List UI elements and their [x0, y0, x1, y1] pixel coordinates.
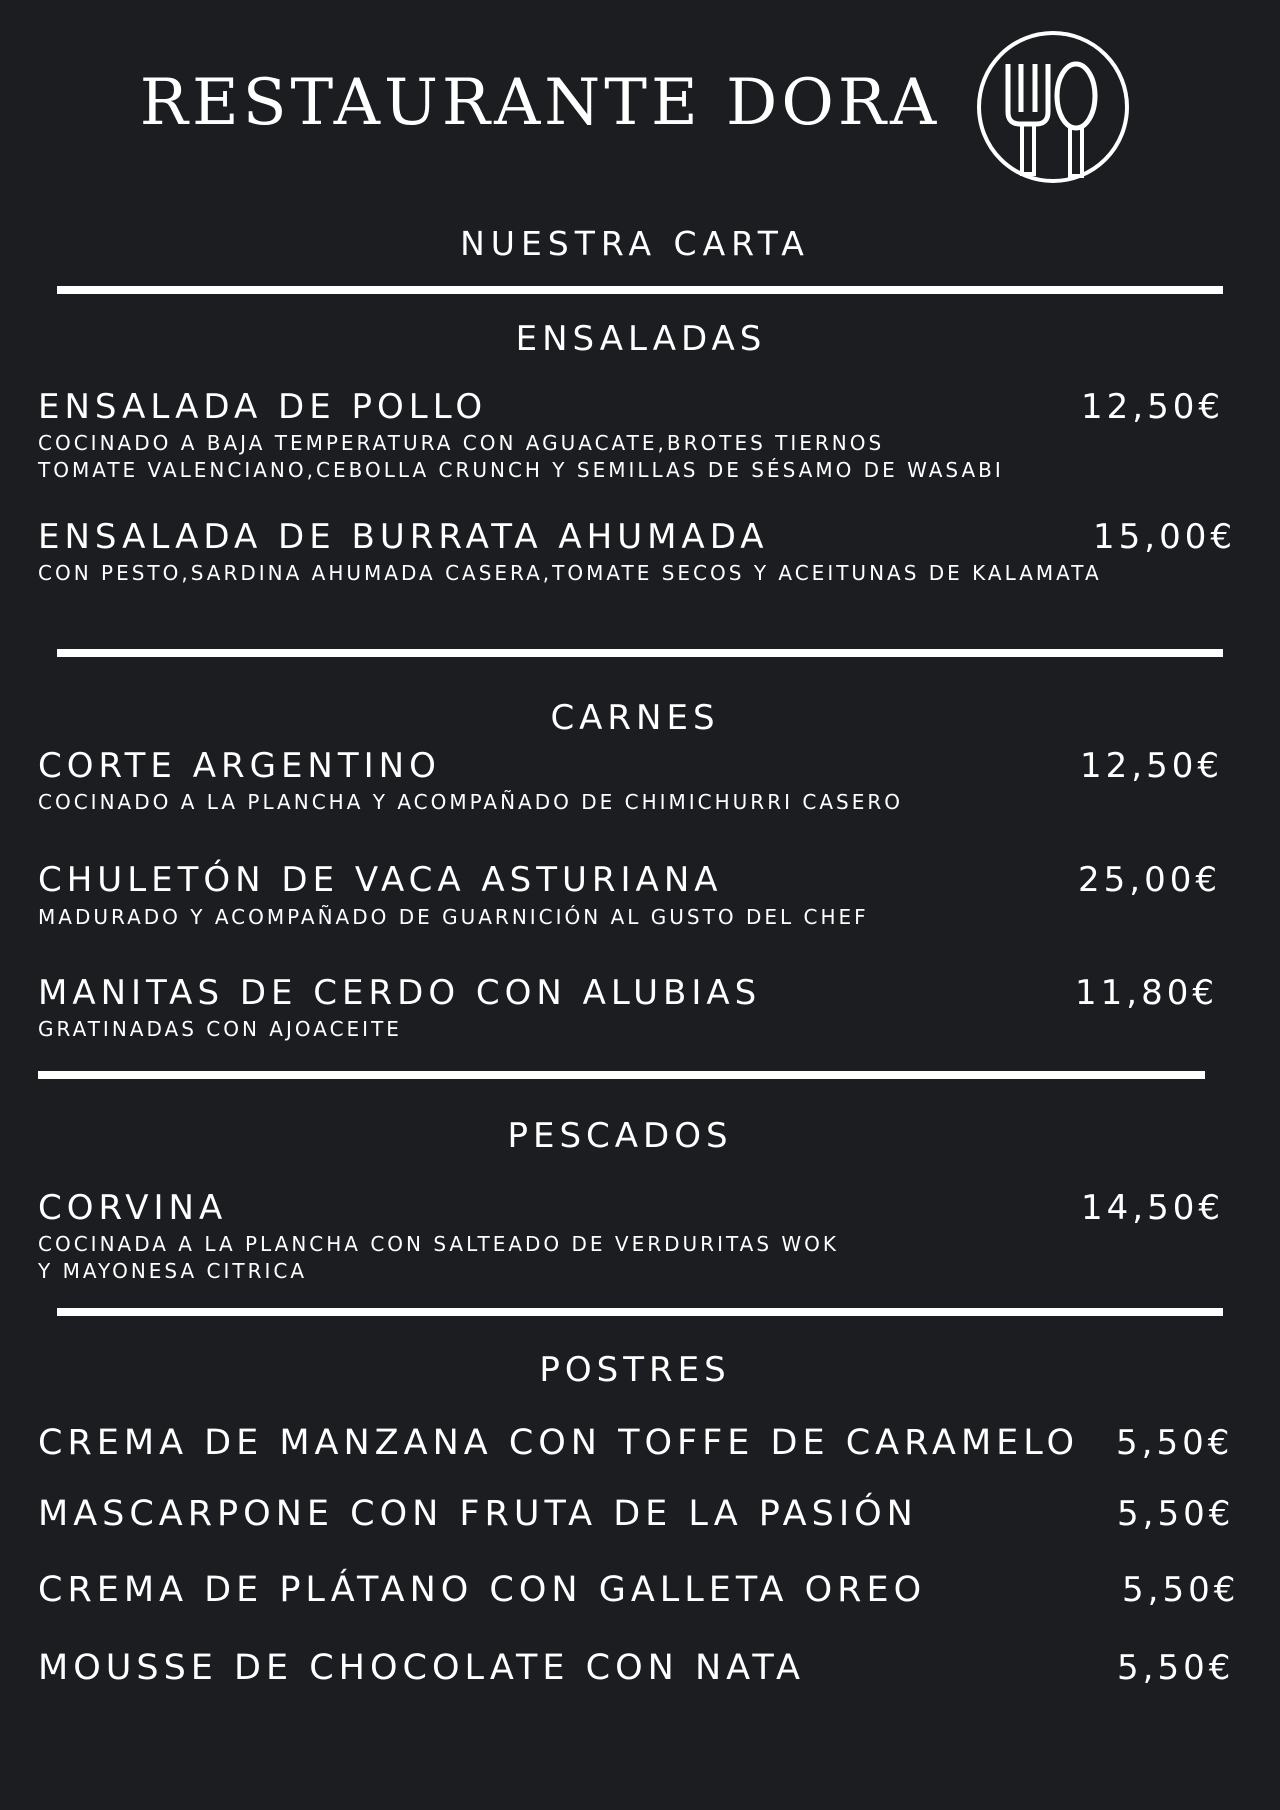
- item-description: CON PESTO,SARDINA AHUMADA CASERA,TOMATE SECOS Y ACEITUNAS DE KALAMATA: [38, 561, 1102, 585]
- item-price: 5,50€: [1117, 1494, 1235, 1534]
- item-price: 5,50€: [1117, 1648, 1235, 1688]
- item-name: CORVINA: [38, 1188, 228, 1228]
- item-name: CORTE ARGENTINO: [38, 746, 441, 786]
- section-title-pescados: PESCADOS: [507, 1116, 733, 1156]
- restaurant-title: RESTAURANTE DORA: [139, 66, 941, 140]
- item-price: 14,50€: [1081, 1188, 1224, 1228]
- item-description: Y MAYONESA CITRICA: [38, 1259, 308, 1283]
- item-price: 25,00€: [1078, 860, 1221, 900]
- section-title-ensaladas: ENSALADAS: [515, 319, 767, 359]
- divider: [57, 649, 1223, 657]
- item-description: COCINADO A BAJA TEMPERATURA CON AGUACATE,BROTES TIERNOS: [38, 431, 885, 455]
- item-price: 11,80€: [1075, 973, 1218, 1013]
- section-title-postres: POSTRES: [539, 1350, 731, 1390]
- menu-subtitle: NUESTRA CARTA: [460, 224, 810, 263]
- item-name: MANITAS DE CERDO CON ALUBIAS: [38, 973, 762, 1013]
- item-name: CHULETÓN DE VACA ASTURIANA: [38, 860, 723, 900]
- item-price: 5,50€: [1122, 1570, 1240, 1610]
- item-name: ENSALADA DE POLLO: [38, 387, 488, 427]
- item-description: MADURADO Y ACOMPAÑADO DE GUARNICIÓN AL GUSTO DEL CHEF: [38, 905, 869, 929]
- item-description: COCINADO A LA PLANCHA Y ACOMPAÑADO DE CHIMICHURRI CASERO: [38, 790, 903, 814]
- item-name: CREMA DE PLÁTANO CON GALLETA OREO: [38, 1570, 927, 1610]
- divider: [57, 286, 1223, 294]
- item-price: 15,00€: [1093, 517, 1236, 557]
- item-price: 12,50€: [1080, 746, 1223, 786]
- item-price: 12,50€: [1081, 387, 1224, 427]
- divider: [38, 1071, 1205, 1079]
- fork-spoon-icon: [974, 28, 1132, 186]
- section-title-carnes: CARNES: [550, 698, 720, 738]
- divider: [57, 1308, 1223, 1316]
- item-description: GRATINADAS CON AJOACEITE: [38, 1017, 402, 1041]
- item-description: COCINADA A LA PLANCHA CON SALTEADO DE VERDURITAS WOK: [38, 1232, 839, 1256]
- item-price: 5,50€: [1116, 1423, 1234, 1463]
- item-name: MOUSSE DE CHOCOLATE CON NATA: [38, 1648, 805, 1688]
- item-description: TOMATE VALENCIANO,CEBOLLA CRUNCH Y SEMILLAS DE SÉSAMO DE WASABI: [38, 458, 1004, 482]
- item-name: ENSALADA DE BURRATA AHUMADA: [38, 517, 769, 557]
- item-name: CREMA DE MANZANA CON TOFFE DE CARAMELO: [38, 1423, 1080, 1463]
- item-name: MASCARPONE CON FRUTA DE LA PASIÓN: [38, 1494, 918, 1534]
